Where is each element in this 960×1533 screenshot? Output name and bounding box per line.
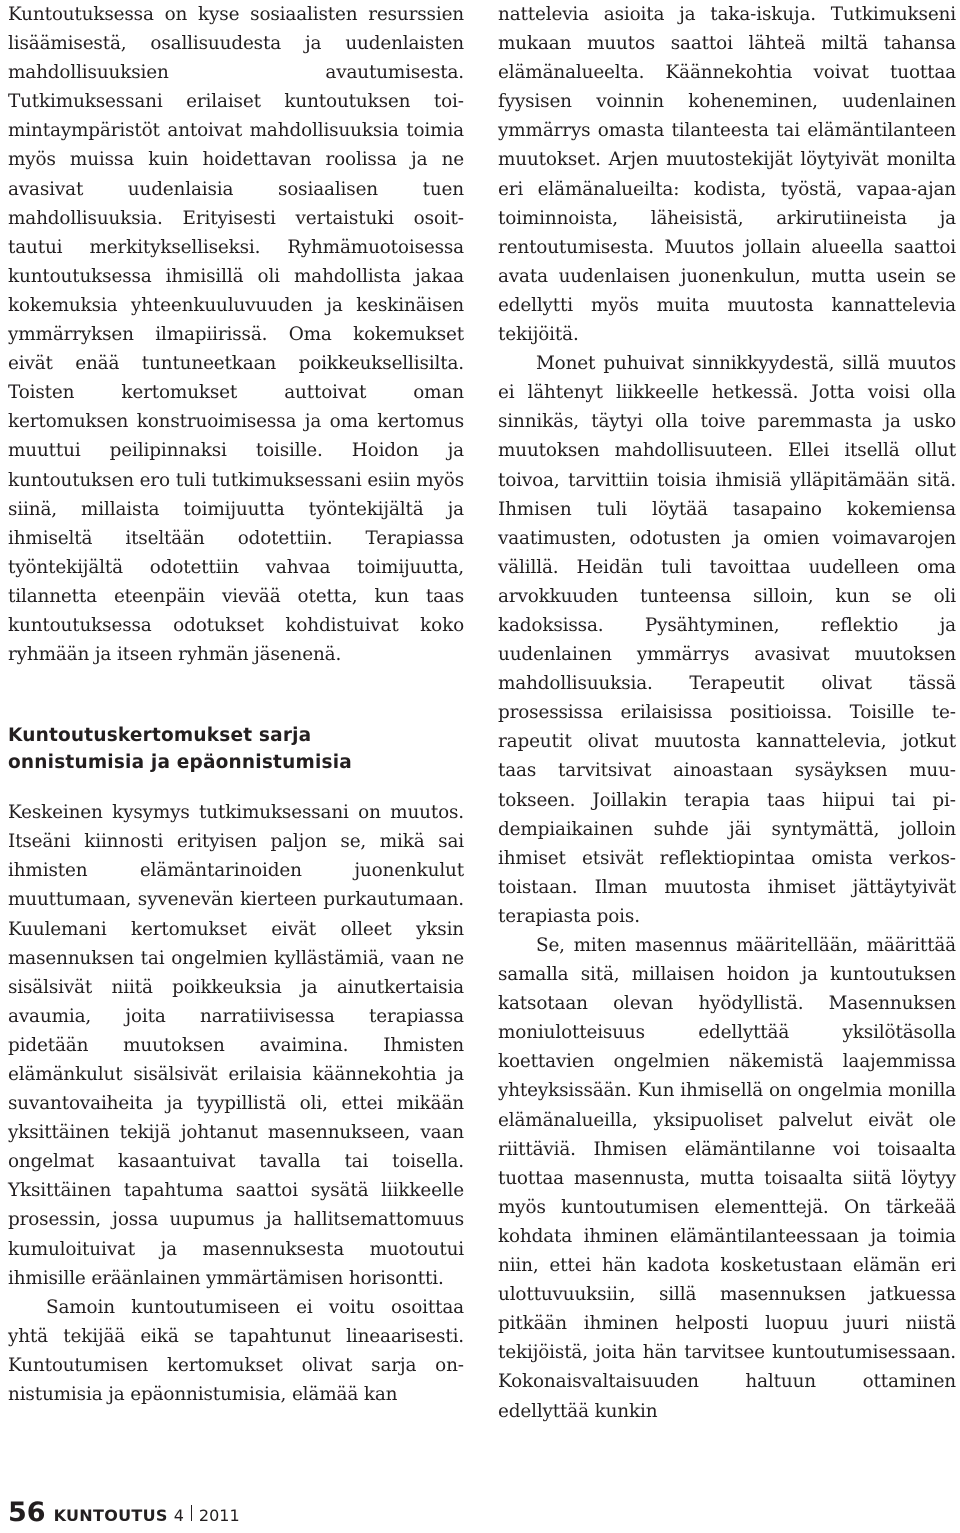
right-column <box>498 0 956 1426</box>
body-paragraph: Se, miten masennus määritellään, määrittää samalla sitä, millaisen hoidon ja kuntoutuksen katsotaan olevan hyödyllistä. Masennuksen moniulotteisuus edellyttää yksilötäsolla koettavien ongelmien näkemistä laajemmissa yhteyksissään. Kun ihmisellä on ongelmia monilla elämänalueilla, yksipuoliset palvelut eivät ole riittäviä. Ihmisen elämäntilanne voi toisaalta tuottaa masennusta, mutta toisaalta siitä löytyy myös kuntoutumisen elementtejä. On tärkeää kohdata ihminen elämäntilanteessaan ja toimia niin, ettei hän kadota kosketustaan elämän eri ulottuvuuksiin, sillä masennuksen jatkuessa pitkään ihminen helposti luopuu juuri niistä tekijöistä, joita hän tarvitsee kuntoutumisessaan. Kokonaisvaltaisuuden haltuun ottaminen edellyttää kunkin <box>498 935 956 1422</box>
section-heading-line: onnistumisia ja epäonnistumisia <box>8 752 352 774</box>
magazine-name: KUNTOUTUS <box>53 1506 168 1525</box>
issue-year: 2011 <box>198 1506 240 1525</box>
body-paragraph: Samoin kuntoutumiseen ei voitu osoittaa yhtä tekijää eikä se tapahtunut lineaarisesti. Kuntoutumisen kertomukset olivat sarja onnistumisia ja epäonnistumisia, elämää kan <box>8 1296 464 1406</box>
body-paragraph: Keskeinen kysymys tutkimuksessani on muutos. Itseäni kiinnosti erityisen paljon se, mikä sai ihmisten elämäntarinoiden juonenkulut muuttumaan, syvenevän kierteen purkautumaan. Kuulemani kertomukset eivät olleet yksin masennuksen tai ongelmien kyllästämiä, vaan ne sisälsivät niitä poikkeuksia ja ainutkertaisia avaumia, joita narratiivisessa terapiassa pidetään muutoksen avaimina. Ihmisten elämänkulut sisälsivät erilaisia käännekohtia ja suvantovaiheita ja tyypillistä oli, ettei mikään yksittäinen tekijä johtanut masennukseen, vaan ongelmat kasaantuivat tavalla tai toisella. Yksittäinen tapahtuma saattoi sysätä liikkeelle prosessin, jossa uupumus ja hallitsemattomuus kumuloituivat ja masennuksesta muotoutui ihmisille eräänlainen ymmärtämisen horisontti. <box>8 802 464 1289</box>
issue-number: 4 <box>173 1506 184 1525</box>
page-footer <box>8 1497 240 1528</box>
footer-divider <box>191 1505 192 1521</box>
section-heading-line: Kuntoutuskertomukset sarja <box>8 725 312 747</box>
body-paragraph: Kuntoutuksessa on kyse sosiaalisten resurssien lisäämisestä, osallisuudesta ja uudenlaisten mahdollisuuksien avautumisesta. Tutkimuksessani erilaiset kuntoutuksen toimintaympäristöt antoivat mahdollisuuksia toimia myös muissa kuin hoidettavan roolissa ja ne avasivat uudenlaisia sosiaalisen tuen mahdollisuuksia. Erityisesti vertaistuki osoittautui merkitykselliseksi. Ryhmämuotoisessa kuntoutuksessa ihmisillä oli mahdollista jakaa kokemuksia yhteenkuuluvuuden ja keskinäisen ymmärryksen ilmapiirissä. Oma kokemukset eivät enää tuntuneetkaan poikkeuksellisilta. Toisten kertomukset auttoivat oman kertomuksen konstruoimisessa ja oma kertomus muuttui peilipinnaksi toisille. Hoidon ja kuntoutuksen ero tuli tutkimuksessani esiin myös siinä, millaista toimijuutta työntekijältä ja ihmiseltä itseltään odotettiin. Terapiassa työntekijältä odotettiin vahvaa toimijuutta, tilannetta eteenpäin vievää otetta, kun taas kuntoutuksessa odotukset kohdistuivat koko ryhmään ja itseen ryhmän jäsenenä. <box>8 4 464 666</box>
body-paragraph: Monet puhuivat sinnikkyydestä, sillä muutos ei lähtenyt liikkeelle hetkessä. Jotta voisi olla sinnikäs, täytyi olla toive paremmasta ja usko muutoksen mahdollisuuteen. Ellei itsellä ollut toivoa, tarvittiin toisia ihmisiä ylläpitämään sitä. Ihmisen tuli löytää tasapaino kokemiensa vaatimusten, odotusten ja omien voimavarojen välillä. Heidän tuli tavoittaa uudelleen oma arvokkuuden tunteensa silloin, kun se oli kadoksissa. Pysähtyminen, reflektio ja uudenlainen ymmärrys avasivat muutoksen mahdollisuuksia. Terapeutit olivat tässä prosessissa erilaisissa positioissa. Toisille terapeutit olivat muutosta kannattelevia, jotkut taas tarvitsivat ainoastaan sysäyksen muutokseen. Joillakin terapia taas hiipui tai pidempiaikainen suhde jäi syntymättä, jolloin ihmiset etsivät reflektiopintaa omista verkostoistaan. Ilman muutosta ihmiset jättäytyivät terapiasta pois. <box>498 353 956 927</box>
left-column <box>8 0 464 1409</box>
section-heading <box>8 722 464 776</box>
page-number: 56 <box>8 1497 46 1528</box>
body-paragraph: nattelevia asioita ja taka-iskuja. Tutkimukseni mukaan muutos saattoi lähteä miltä tahansa elämänalueelta. Käännekohtia voivat tuottaa fyysisen voinnin koheneminen, uudenlainen ymmärrys omasta tilanteesta tai elämäntilanteen muutokset. Arjen muutostekijät löytyivät monilta eri elämänalueilta: kodista, työstä, vapaa-ajan toiminnoista, läheisistä, arkirutiineista ja rentoutumisesta. Muutos jollain alueella saattoi avata uudenlaisen juonenkulun, mutta usein se edellytti myös muita muutosta kannattelevia tekijöitä. <box>498 4 956 346</box>
